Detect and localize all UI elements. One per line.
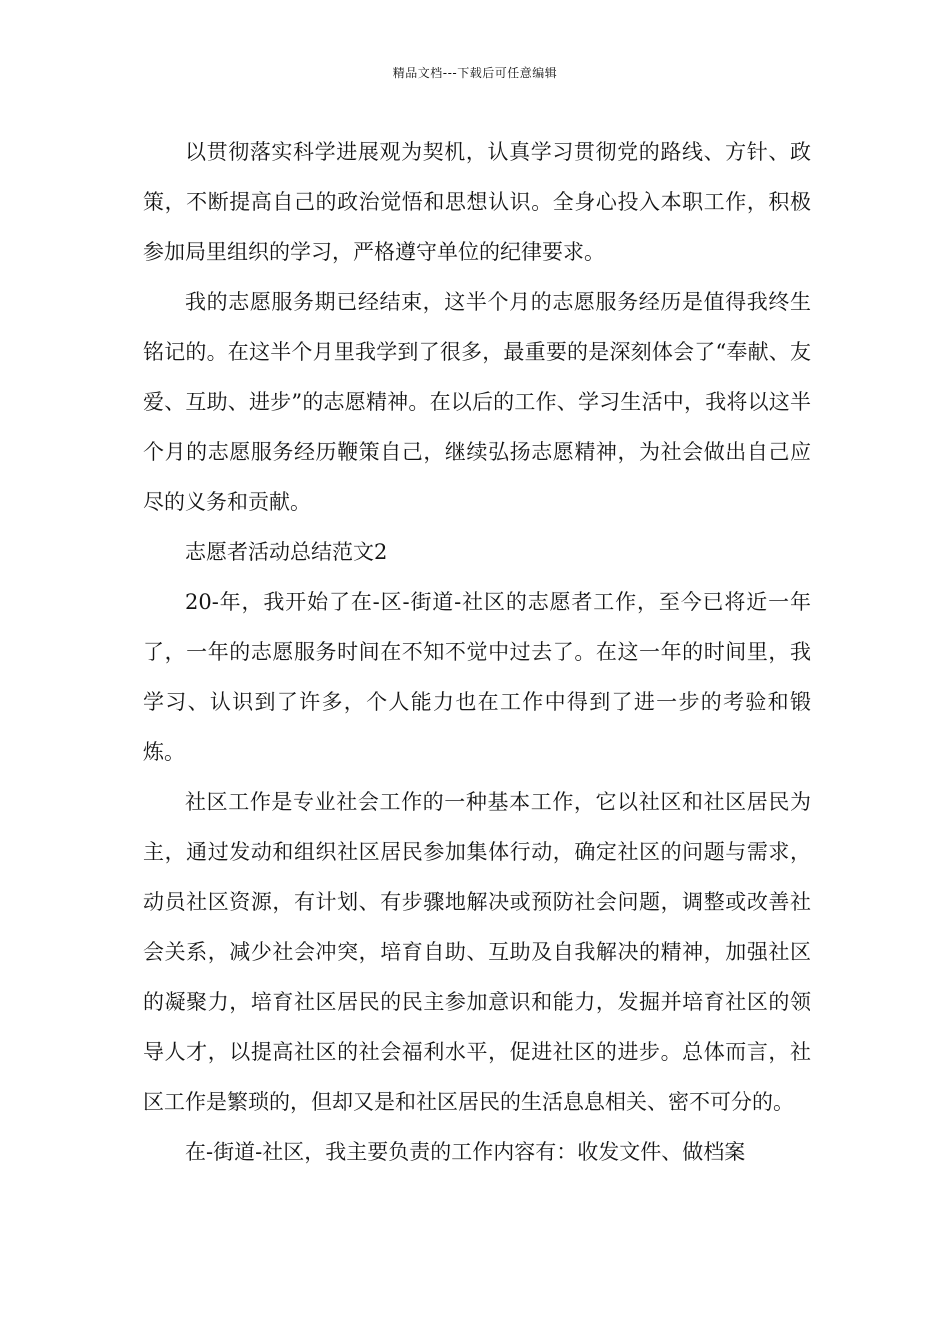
page-header: 精品文档---下载后可任意编辑 xyxy=(392,66,558,80)
paragraph-community-start: 20-年，我开始了在-区-街道-社区的志愿者工作，至今已将近一年了，一年的志愿服务时间在不知不觉中过去了。在这一年的时间里，我学习、认识到了许多，个人能力也在工作中得到了进一步的考验和锻炼。 xyxy=(143,590,811,764)
paragraph-volunteer-end: 我的志愿服务期已经结束，这半个月的志愿服务经历是值得我终生铭记的。在这半个月里我学到了很多，最重要的是深刻体会了“奉献、友爱、互助、进步”的志愿精神。在以后的工作、学习生活中，我将以这半个月的志愿服务经历鞭策自己，继续弘扬志愿精神，为社会做出自己应尽的义务和贡献。 xyxy=(143,290,811,514)
document-body xyxy=(143,127,811,1177)
section-title: 志愿者活动总结范文2 xyxy=(185,540,388,564)
paragraph-duties: 在-街道-社区，我主要负责的工作内容有：收发文件、做档案 xyxy=(185,1140,746,1164)
paragraph-study-policy: 以贯彻落实科学进展观为契机，认真学习贯彻党的路线、方针、政策，不断提高自己的政治觉悟和思想认识。全身心投入本职工作，积极参加局里组织的学习，严格遵守单位的纪律要求。 xyxy=(143,140,811,264)
paragraph-community-work: 社区工作是专业社会工作的一种基本工作，它以社区和社区居民为主，通过发动和组织社区居民参加集体行动，确定社区的问题与需求，动员社区资源，有计划、有步骤地解决或预防社会问题，调整或改善社会关系，减少社会冲突，培育自助、互助及自我解决的精神，加强社区的凝聚力，培育社区居民的民主参加意识和能力，发掘并培育社区的领导人才，以提高社区的社会福利水平，促进社区的进步。总体而言，社区工作是繁琐的，但却又是和社区居民的生活息息相关、密不可分的。 xyxy=(143,790,811,1114)
